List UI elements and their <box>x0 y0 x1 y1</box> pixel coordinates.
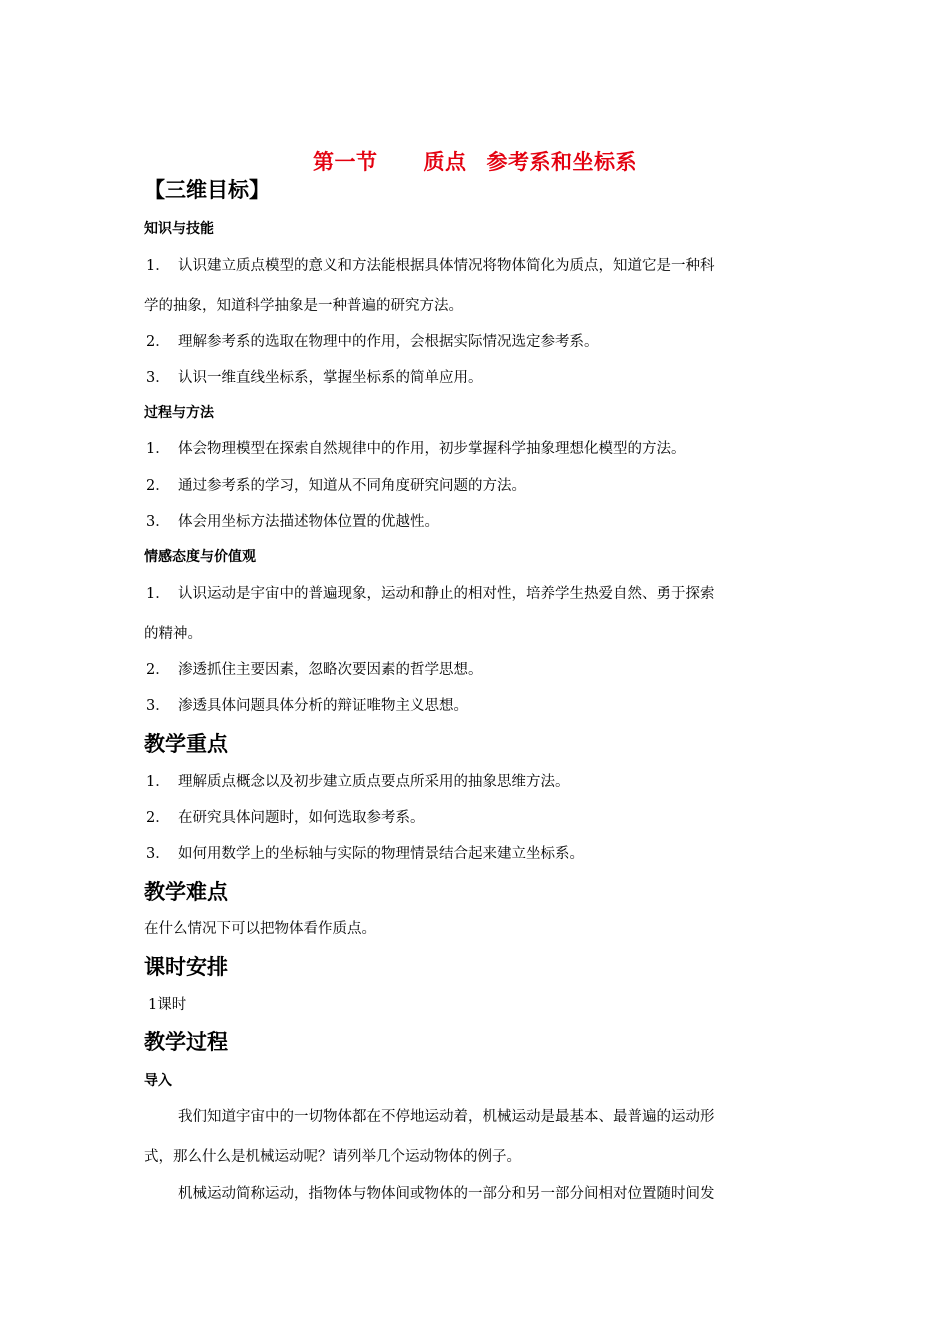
process-item-3: 3． 体会用坐标方法描述物体位置的优越性。 <box>146 514 439 530</box>
key-point-3: 3． 如何用数学上的坐标轴与实际的物理情景结合起来建立坐标系。 <box>146 846 584 862</box>
lesson-title <box>0 146 950 176</box>
intro-heading: 导入 <box>144 1073 172 1089</box>
emotion-item-3: 3． 渗透具体问题具体分析的辩证唯物主义思想。 <box>146 698 468 714</box>
title-section-number: 第一节 <box>313 150 378 174</box>
emotion-item-1: 1． 认识运动是宇宙中的普遍现象，运动和静止的相对性，培养学生热爱自然、勇于探索 <box>146 586 715 602</box>
goals-heading: 【三维目标】 <box>144 178 270 202</box>
process-heading: 过程与方法 <box>144 405 214 421</box>
difficulty-heading: 教学难点 <box>144 880 228 904</box>
intro-paragraph-2: 机械运动简称运动，指物体与物体间或物体的一部分和另一部分间相对位置随时间发 <box>178 1186 715 1202</box>
key-point-2: 2． 在研究具体问题时，如何选取参考系。 <box>146 810 425 826</box>
schedule-text: 1课时 <box>148 997 187 1013</box>
difficulty-text: 在什么情况下可以把物体看作质点。 <box>144 921 376 937</box>
knowledge-heading: 知识与技能 <box>144 221 214 237</box>
knowledge-item-3: 3． 认识一维直线坐标系，掌握坐标系的简单应用。 <box>146 370 483 386</box>
knowledge-item-2: 2． 理解参考系的选取在物理中的作用，会根据实际情况选定参考系。 <box>146 334 599 350</box>
intro-paragraph-1: 我们知道宇宙中的一切物体都在不停地运动着，机械运动是最基本、最普遍的运动形 <box>178 1109 715 1125</box>
emotion-item-2: 2． 渗透抓住主要因素，忽略次要因素的哲学思想。 <box>146 662 483 678</box>
procedure-heading: 教学过程 <box>144 1030 228 1054</box>
knowledge-item-1-cont: 学的抽象，知道科学抽象是一种普遍的研究方法。 <box>144 298 463 314</box>
key-point-1: 1． 理解质点概念以及初步建立质点要点所采用的抽象思维方法。 <box>146 774 570 790</box>
title-topic-2: 参考系和坐标系 <box>486 150 637 174</box>
intro-paragraph-1-cont: 式，那么什么是机械运动呢？请列举几个运动物体的例子。 <box>144 1149 521 1165</box>
schedule-heading: 课时安排 <box>144 955 228 979</box>
emotion-item-1-cont: 的精神。 <box>144 626 202 642</box>
process-item-2: 2． 通过参考系的学习，知道从不同角度研究问题的方法。 <box>146 478 526 494</box>
knowledge-item-1: 1． 认识建立质点模型的意义和方法能根据具体情况将物体简化为质点，知道它是一种科 <box>146 258 715 274</box>
process-item-1: 1． 体会物理模型在探索自然规律中的作用，初步掌握科学抽象理想化模型的方法。 <box>146 441 686 457</box>
key-points-heading: 教学重点 <box>144 732 228 756</box>
emotion-heading: 情感态度与价值观 <box>144 549 256 565</box>
title-topic-1: 质点 <box>423 150 467 174</box>
